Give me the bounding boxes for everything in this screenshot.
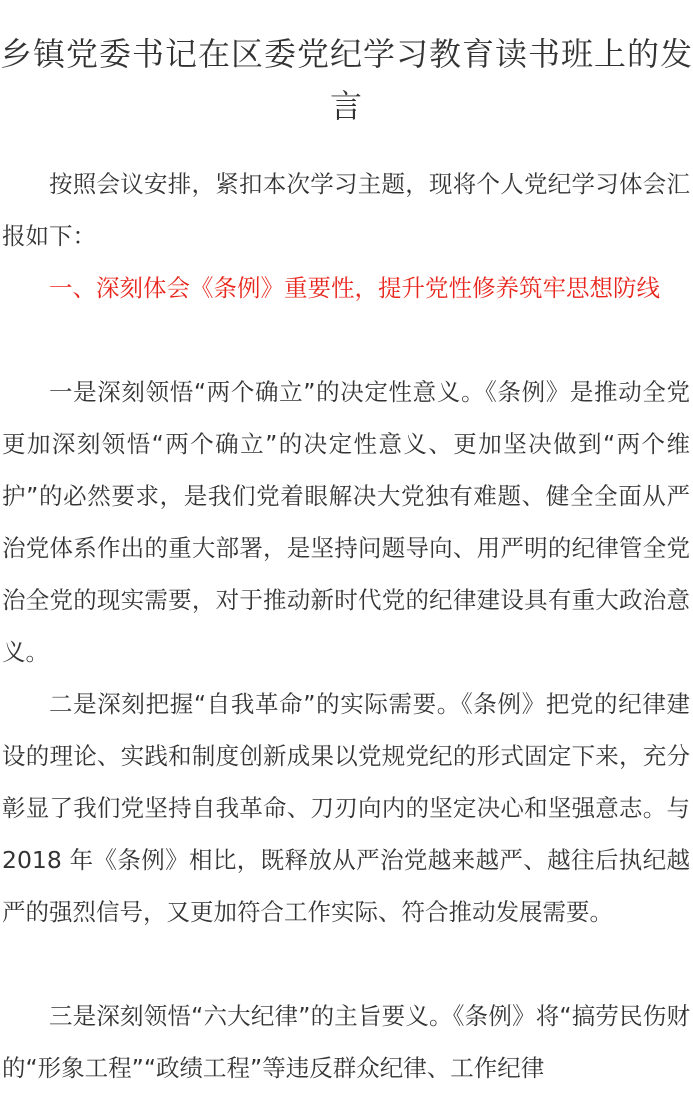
body-paragraph: 一是深刻领悟“两个确立”的决定性意义。《条例》是推动全党更加深刻领悟“两个确立”的决定性意义、更加坚决做到“两个维护”的必然要求，是我们党着眼解决大党独有难题、健全全面从严治党体系作出的重大部署，是坚持问题导向、用严明的纪律管全党治全党的现实需要，对于推动新时代党的纪律建设具有重大政治意义。 xyxy=(2,378,690,666)
body-paragraph: 二是深刻把握“自我革命”的实际需要。《条例》把党的纪律建设的理论、实践和制度创新成果以党规党纪的形式固定下来，充分彰显了我们党坚持自我革命、刀刃向内的坚定决心和坚强意志。与 2018 年《条例》相比，既释放从严治党越来越严、越往后执纪越严的强烈信号，又更加符合工作实际、符合推动发展需要。 xyxy=(2,690,690,926)
body-paragraph: 三是深刻领悟“六大纪律”的主旨要义。《条例》将“搞劳民伤财的“形象工程”“政绩工程”等违反群众纪律、工作纪律 xyxy=(2,1002,690,1082)
intro-paragraph: 按照会议安排，紧扣本次学习主题，现将个人党纪学习体会汇报如下： xyxy=(2,170,690,250)
section-heading: 一、深刻体会《条例》重要性，提升党性修养筑牢思想防线 xyxy=(49,274,660,302)
page-title: 乡镇党委书记在区委党纪学习教育读书班上的发言 xyxy=(0,35,693,125)
